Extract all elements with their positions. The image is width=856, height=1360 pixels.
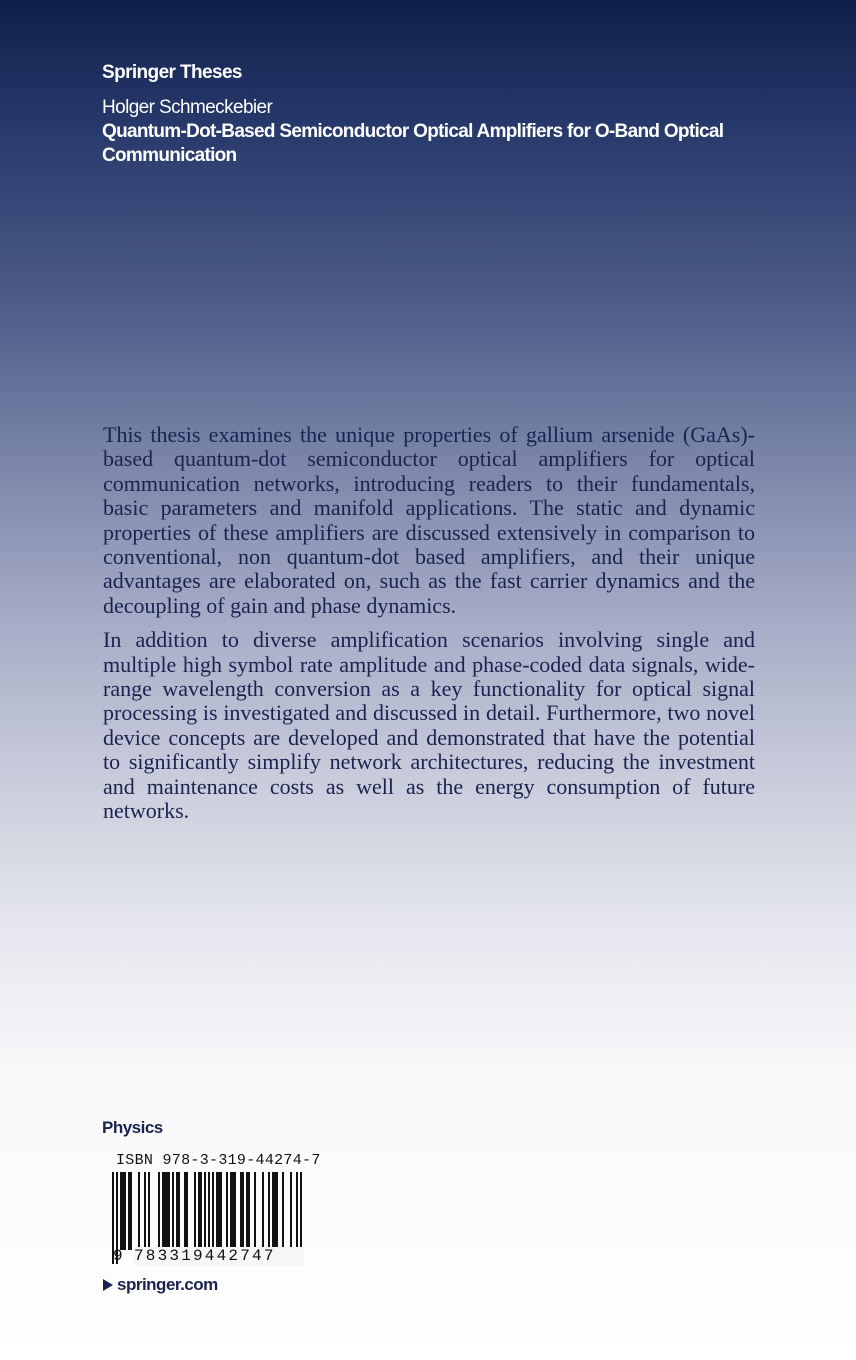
barcode-bar [166,1172,168,1250]
barcode-bar [272,1172,274,1250]
book-title: Quantum-Dot-Based Semiconductor Optical Amplifiers for O-Band Optical Communication [102,121,724,166]
barcode-bar [186,1172,188,1250]
barcode-bar [122,1172,124,1250]
barcode-bar [282,1172,284,1250]
publisher-link-text: springer.com [117,1275,218,1294]
barcode-bar [234,1172,236,1250]
barcode-bar [162,1172,164,1250]
barcode-bar [158,1172,160,1250]
barcode-bar [176,1172,178,1250]
ean-first-digit: 9 [113,1247,123,1265]
barcode-bar [216,1172,218,1250]
barcode-bar [276,1172,278,1250]
barcode-bar [220,1172,222,1250]
barcode-bar [198,1172,200,1250]
barcode-bar [138,1172,140,1250]
barcode-bar [246,1172,248,1250]
barcode-bar [200,1172,202,1250]
book-description [103,423,755,834]
barcode-bar [164,1172,166,1250]
barcode-bar [226,1172,228,1250]
barcode-bar [172,1172,174,1250]
barcode-bar [262,1172,264,1250]
barcode-bar [290,1172,292,1250]
barcode-bar [120,1172,122,1250]
barcode-bar [124,1172,126,1250]
barcode-bar [268,1172,270,1250]
cover-header [102,60,742,168]
barcode-bar [130,1172,132,1250]
barcode-bar [178,1172,180,1250]
barcode-bar [218,1172,220,1250]
barcode-bar [148,1172,150,1250]
barcode-bar [194,1172,196,1250]
description-paragraph-2: In addition to diverse amplification scenarios involving single and multiple high symbol rate amplitude and phase-coded data signals, wide-range wavelength conversion as a key functionality for optical signal processing is investigated and discussed in detail. Furthermore, two novel device concepts are developed and demonstrated that have the potential to significantly simplify network architectures, reducing the investment and maintenance costs as well as the energy consumption of future networks. [103,627,755,824]
barcode-bar [232,1172,234,1250]
barcode-bar [230,1172,232,1250]
barcode-bar [144,1172,146,1250]
ean-digits: 783319442747 [134,1247,304,1265]
barcode-bar [240,1172,242,1250]
barcode-bar [184,1172,186,1250]
triangle-right-icon [103,1279,113,1291]
barcode-bar [212,1172,214,1250]
barcode-bar [242,1172,244,1250]
publisher-link[interactable] [103,1275,218,1295]
isbn-label: ISBN 978-3-319-44274-7 [116,1152,321,1169]
description-paragraph-1: This thesis examines the unique properties of gallium arsenide (GaAs)-based quantum-dot semiconductor optical amplifiers for optical communication networks, introducing readers to their fundamentals, basic parameters and manifold applications. The static and dynamic properties of these amplifiers are discussed extensively in comparison to conventional, non quantum-dot based amplifiers, and their unique advantages are elaborated on, such as the fast carrier dynamics and the decoupling of gain and phase dynamics. [103,422,755,618]
barcode-bar [168,1172,170,1250]
barcode-bar [254,1172,256,1250]
barcode-bar [274,1172,276,1250]
author-name: Holger Schmeckebier [102,97,273,118]
barcode-bar [128,1172,130,1250]
subject-category: Physics [102,1118,163,1137]
barcode-bar [248,1172,250,1250]
series-name: Springer Theses [102,62,242,83]
